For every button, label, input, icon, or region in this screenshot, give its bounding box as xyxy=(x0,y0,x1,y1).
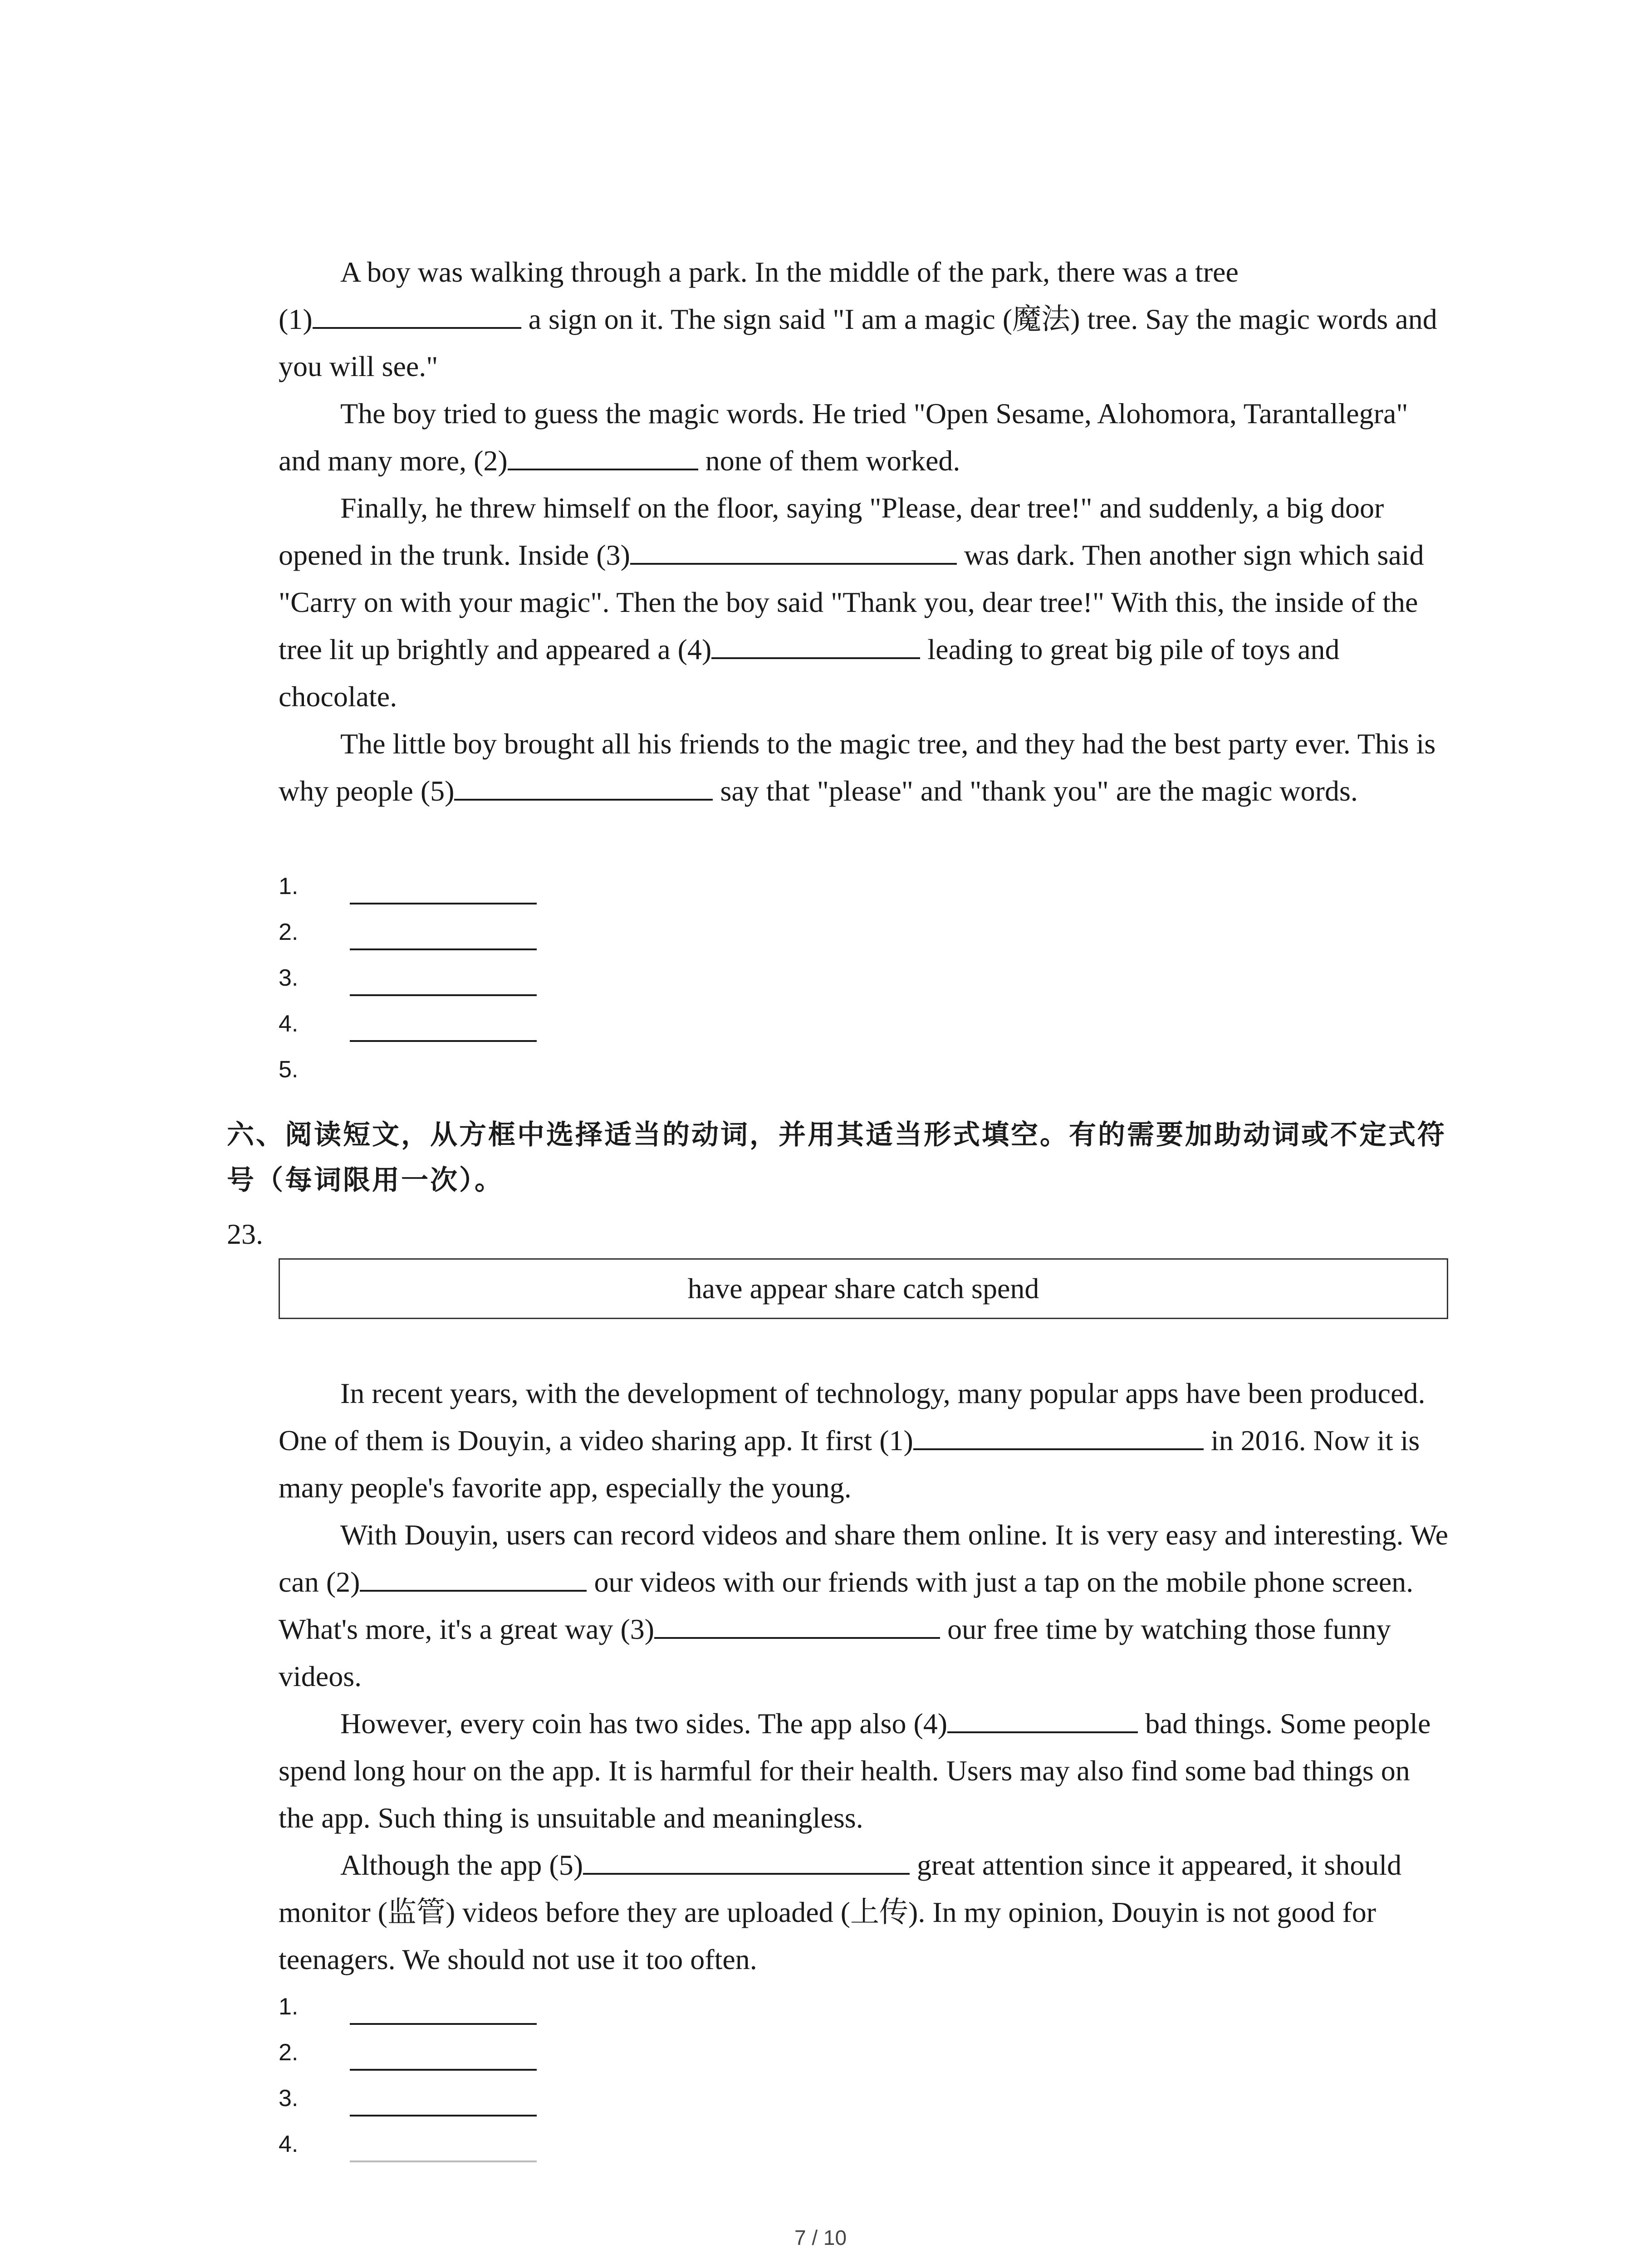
passage-2-paragraph-4 xyxy=(279,1842,1449,1983)
answer-line[interactable] xyxy=(350,948,537,950)
answer-line[interactable] xyxy=(350,1040,537,1042)
text-segment: great attention since it appeared, it should monitor (监管) videos before they are uploaded (上传). In my opinion, Douyin is not good for teenagers. We should not use it too often. xyxy=(279,1849,1402,1975)
answer-number: 1. xyxy=(279,1994,299,2020)
text-segment: our free time by watching those funny videos. xyxy=(279,1613,1391,1692)
blank-4[interactable] xyxy=(711,629,920,659)
text-segment: (1) xyxy=(279,303,313,335)
blank-2[interactable] xyxy=(508,440,698,470)
passage-1-paragraph-1 xyxy=(279,249,1449,390)
answer-number: 5. xyxy=(279,1056,299,1083)
answer-number: 4. xyxy=(279,2131,299,2157)
blank-1[interactable] xyxy=(313,299,521,329)
text-segment: The boy tried to guess the magic words. He tried "Open Sesame, Alohomora, Tarantallegra" and many more, (2) xyxy=(279,397,1408,477)
text-segment: The little boy brought all his friends to the magic tree, and they had the best party ever. This is why people (5) xyxy=(279,728,1436,807)
text-segment: say that "please" and "thank you" are the magic words. xyxy=(713,775,1358,807)
passage-2-paragraph-3 xyxy=(279,1700,1449,1842)
passage-1-paragraph-2 xyxy=(279,390,1449,484)
word-box: have appear share catch spend xyxy=(279,1258,1448,1319)
text-segment: in 2016. Now it is many people's favorite app, especially the young. xyxy=(279,1424,1420,1504)
text-segment: a sign on it. The sign said "I am a magic (魔法) tree. Say the magic words and you will see." xyxy=(279,303,1437,382)
text-segment: However, every coin has two sides. The app also (4) xyxy=(340,1707,948,1740)
answer-line[interactable] xyxy=(350,2023,537,2025)
text-segment: Although the app (5) xyxy=(340,1849,583,1881)
text-segment: none of them worked. xyxy=(698,445,960,477)
answer-line[interactable] xyxy=(350,994,537,996)
answer-line[interactable] xyxy=(350,2115,537,2116)
text-segment: our videos with our friends with just a tap on the mobile phone screen. What's more, it's a great way (3) xyxy=(279,1566,1414,1645)
passage-2 xyxy=(279,1370,1449,1983)
answer-number: 1. xyxy=(279,873,299,899)
passage-1 xyxy=(279,249,1449,815)
answer-line[interactable] xyxy=(350,2160,537,2162)
answer-number: 2. xyxy=(279,919,299,945)
passage-1-paragraph-4 xyxy=(279,720,1449,815)
blank-1[interactable] xyxy=(913,1420,1204,1450)
text-segment: In recent years, with the development of technology, many popular apps have been produced. One of them is Douyin, a video sharing app. It first (1) xyxy=(279,1377,1425,1457)
blank-4[interactable] xyxy=(947,1703,1138,1733)
passage-2-paragraph-2 xyxy=(279,1511,1449,1700)
answer-number: 3. xyxy=(279,2085,299,2112)
answer-number: 4. xyxy=(279,1011,299,1037)
text-segment: bad things. Some people spend long hour on the app. It is harmful for their health. Users may also find some bad things on the app. Such thing is unsuitable and meaningless. xyxy=(279,1707,1431,1834)
text-segment: With Douyin, users can record videos and share them online. It is very easy and interesting. We can (2) xyxy=(279,1519,1448,1598)
text-segment: leading to great big pile of toys and chocolate. xyxy=(279,633,1340,713)
blank-3[interactable] xyxy=(630,535,957,565)
blank-5[interactable] xyxy=(454,771,713,801)
text-segment: A boy was walking through a park. In the middle of the park, there was a tree xyxy=(340,256,1239,288)
blank-3[interactable] xyxy=(654,1609,940,1639)
passage-2-paragraph-1 xyxy=(279,1370,1449,1511)
passage-1-paragraph-3 xyxy=(279,484,1449,720)
text-segment: Finally, he threw himself on the floor, saying "Please, dear tree!" and suddenly, a big door opened in the trunk. Inside (3) xyxy=(279,492,1384,571)
page-indicator: 7 / 10 xyxy=(794,2226,847,2249)
question-number: 23. xyxy=(227,1218,263,1250)
answer-number: 2. xyxy=(279,2039,299,2066)
answer-number: 3. xyxy=(279,965,299,991)
answer-line[interactable] xyxy=(350,903,537,904)
section-6-heading: 六、阅读短文，从方框中选择适当的动词，并用其适当形式填空。有的需要加助动词或不定式符号（每词限用一次）。 xyxy=(227,1119,1446,1196)
answer-line[interactable] xyxy=(350,2069,537,2071)
blank-2[interactable] xyxy=(360,1562,587,1592)
text-segment: was dark. Then another sign which said "Carry on with your magic". Then the boy said "Thank you, dear tree!" With this, the inside of the tree lit up brightly and appeared a (4) xyxy=(279,539,1424,665)
blank-5[interactable] xyxy=(583,1845,910,1875)
